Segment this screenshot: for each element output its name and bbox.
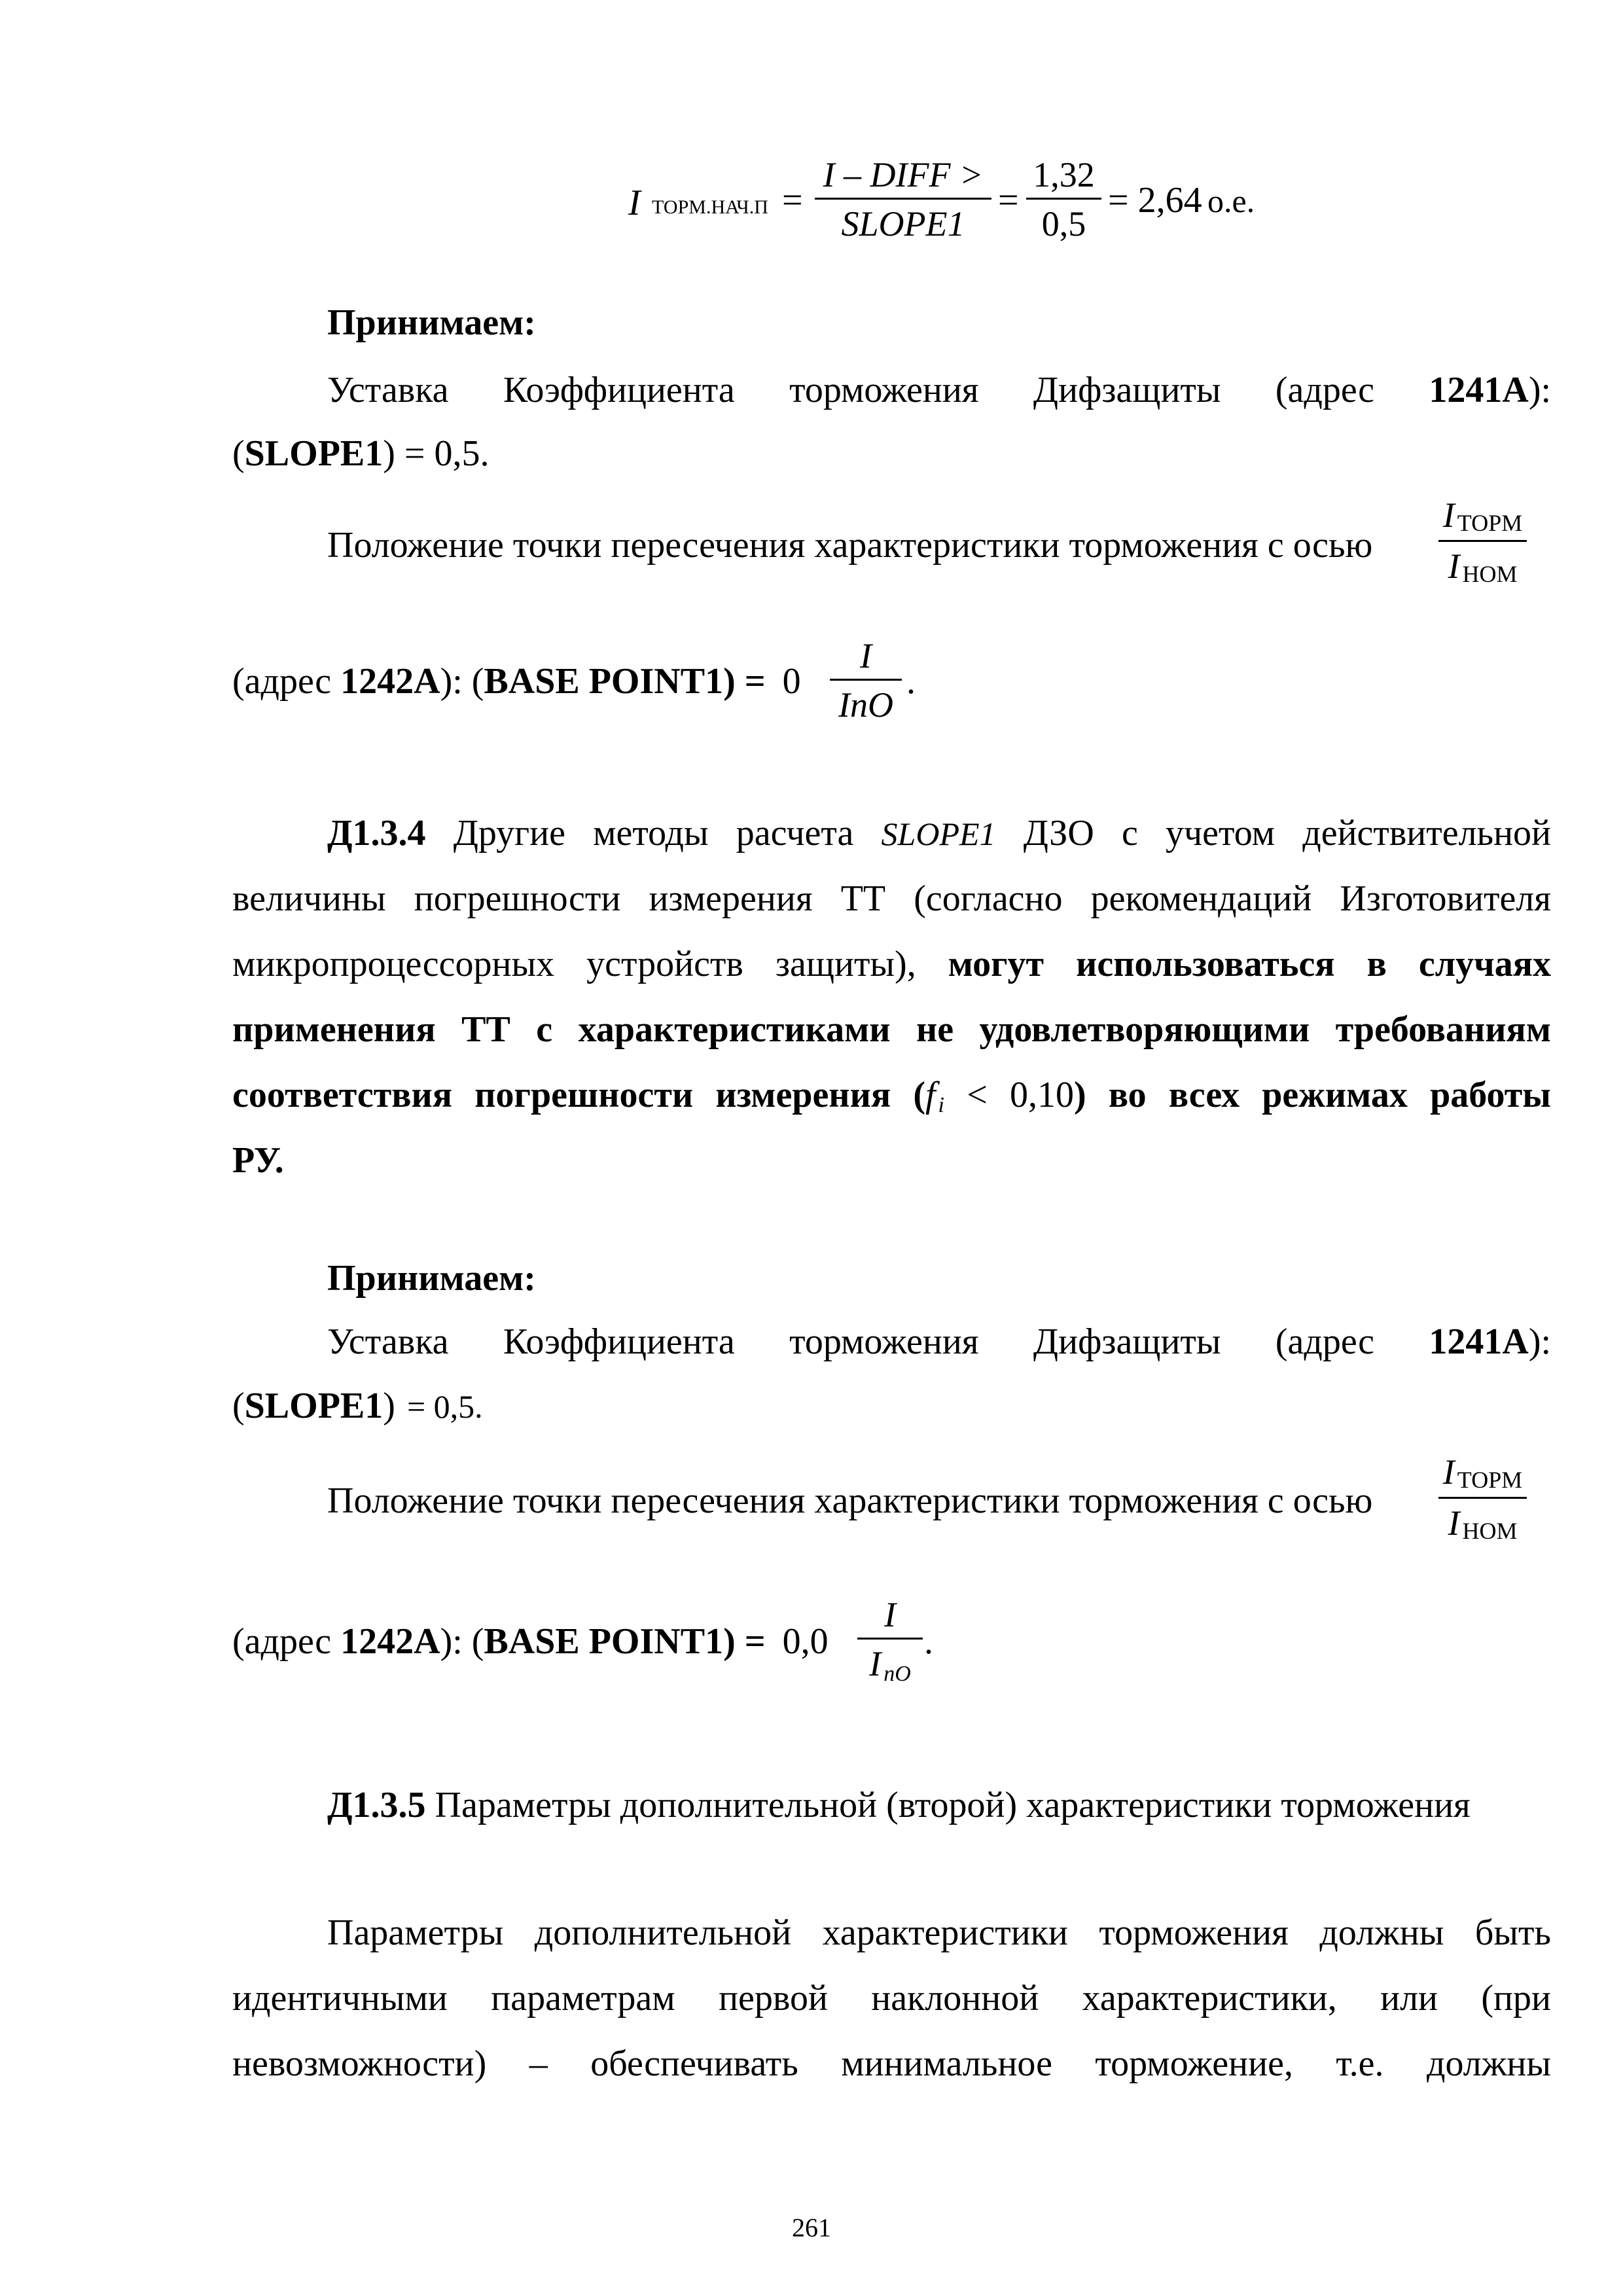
block2-bp-fraction: I InO <box>857 1597 923 1685</box>
fraction-bar <box>857 1638 923 1640</box>
formula-eq2: = <box>998 180 1019 221</box>
section-134-line5: соответствия погрешности измерения (f i < 0,10) во всех режимах работы <box>232 1075 1551 1117</box>
block1-axis-fraction: IТОРМ IНОМ <box>1438 497 1527 586</box>
formula-fraction-1-den: SLOPE1 <box>841 204 965 243</box>
formula-fraction-1-num: I – DIFF > <box>823 155 984 194</box>
block2-axis-fraction: IТОРМ IНОМ <box>1438 1454 1527 1543</box>
block1-bp-fraction: I InO <box>830 638 902 723</box>
block2-slope-line: (SLOPE1) = 0,5. <box>232 1386 483 1426</box>
page-number: 261 <box>792 2213 831 2242</box>
block1-setting-line: Уставка Коэффициента торможения Дифзащиты (адрес 1241А): <box>327 370 1552 410</box>
section-135-heading: Д1.3.5 Параметры дополнительной (второй) характеристики торможения <box>327 1785 1471 1825</box>
block2-bp-tail: . <box>924 1621 933 1662</box>
fraction-bar <box>1438 1497 1527 1499</box>
section-134-line2: величины погрешности измерения ТТ (согласно рекомендаций Изготовителя <box>232 878 1551 919</box>
block1-position-text: Положение точки пересечения характеристики торможения с осью <box>327 525 1373 565</box>
formula-eq1: = <box>782 180 803 221</box>
section-134-line1: Д1.3.4 Другие методы расчета SLOPE1 ДЗО с учетом действительной <box>327 813 1552 853</box>
block1-heading: Принимаем: <box>327 302 536 343</box>
section-134-line3: микропроцессорных устройств защиты), могут использоваться в случаях <box>232 944 1552 984</box>
fraction-bar <box>1438 540 1527 542</box>
block2-setting-line: Уставка Коэффициента торможения Дифзащиты (адрес 1241А): <box>327 1321 1552 1362</box>
final-paragraph-line1: Параметры дополнительной характеристики торможения должны быть <box>327 1912 1551 1953</box>
formula-lhs-symbol: I <box>628 183 641 223</box>
final-paragraph-line3: невозможности) – обеспечивать минимальное торможение, т.е. должны <box>232 2043 1551 2084</box>
formula-unit: о.е. <box>1207 183 1255 219</box>
formula-fraction-2 <box>1026 157 1101 242</box>
block2-heading: Принимаем: <box>327 1258 536 1299</box>
formula-result: = 2,64 <box>1108 180 1202 221</box>
section-134-line6: РУ. <box>232 1140 284 1181</box>
section-134-line4: применения ТТ с характеристиками не удовлетворяющими требованиям <box>232 1009 1551 1050</box>
block1-slope-line: (SLOPE1) = 0,5. <box>232 433 490 474</box>
block1-bp-tail: . <box>906 661 916 702</box>
final-paragraph-line2: идентичными параметрам первой наклонной характеристики, или (при <box>232 1978 1551 2018</box>
block2-position-text: Положение точки пересечения характеристики торможения с осью <box>327 1480 1373 1521</box>
formula-fraction-2-num: 1,32 <box>1033 155 1095 194</box>
fraction-bar <box>815 198 991 200</box>
formula-fraction-1 <box>815 157 991 242</box>
block1-base-point-line: (адрес 1242А): (BASE POINT1) = 0 <box>232 661 801 702</box>
block2-base-point-line: (адрес 1242А): (BASE POINT1) = 0,0 <box>232 1621 829 1662</box>
fraction-bar <box>830 679 902 681</box>
formula-fraction-2-den: 0,5 <box>1041 204 1086 243</box>
fraction-bar <box>1026 198 1101 200</box>
formula-lhs-subscript: ТОРМ.НАЧ.П <box>652 196 768 218</box>
